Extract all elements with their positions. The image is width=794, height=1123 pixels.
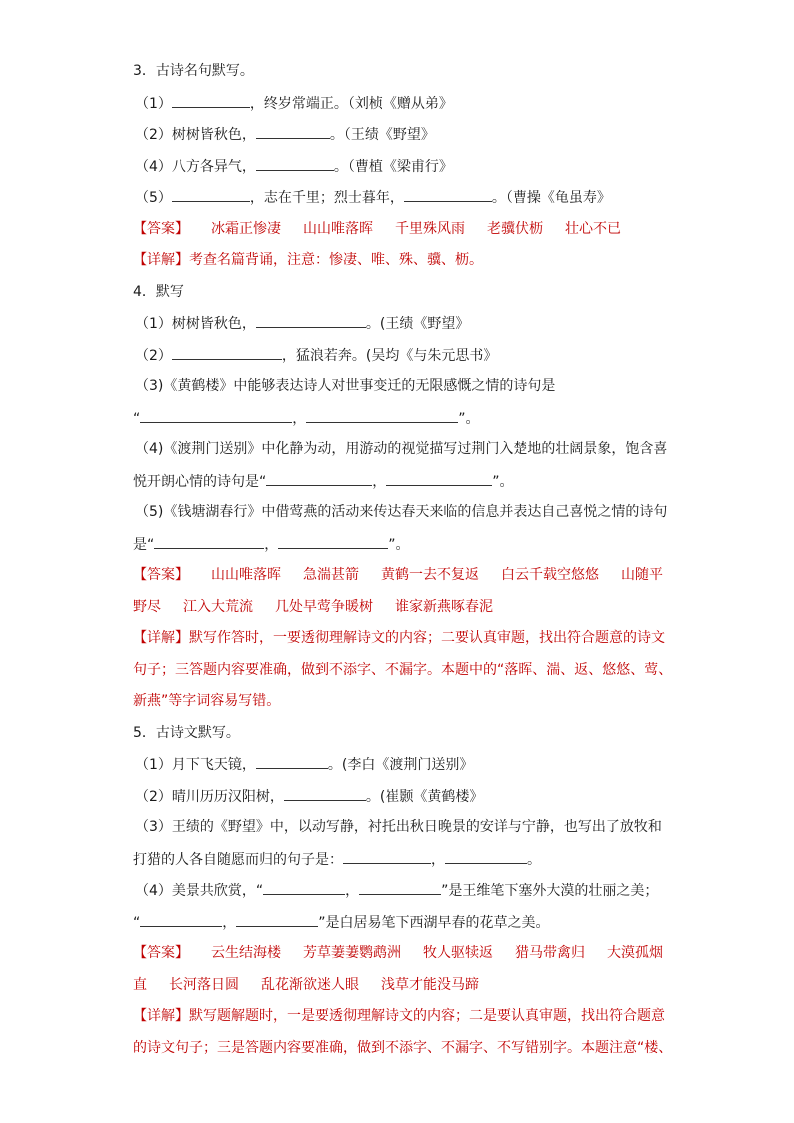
detail-tag: 【详解】 <box>133 1008 189 1024</box>
q4-detail-cont: 新燕”等字词容易写错。 <box>133 693 281 709</box>
q5-detail: 【详解】默写题解题时，一是要透彻理解诗文的内容；二是要认真审题，找出符合题意 <box>133 1008 665 1024</box>
answer-tag: 【答案】 <box>133 945 189 961</box>
q4-line-2: （2） ，猛浪若奔。(吴均《与朱元思书》 <box>133 345 673 377</box>
detail-tag: 【详解】 <box>133 630 189 646</box>
answer-blank <box>256 754 328 769</box>
answer-blank <box>140 912 222 927</box>
answer-blank <box>359 880 441 895</box>
q5-line-1: （1）月下飞天镜， 。(李白《渡荆门送别》 <box>133 754 673 786</box>
answer-blank <box>263 880 345 895</box>
q5-line-4: （4）美景共欣赏，“ ， ”是王维笔下塞外大漠的壮丽之美； <box>133 880 673 912</box>
answer-blank <box>172 187 250 202</box>
answer-blank <box>445 849 527 864</box>
q4-answer-cont: 野尽 江入大荒流 几处早莺争暖树 谁家新燕啄春泥 <box>133 598 493 615</box>
q4-title: 4．默写 <box>133 283 184 300</box>
answer-blank <box>256 313 366 328</box>
answer-blank <box>154 534 264 549</box>
answer-blank <box>172 93 250 108</box>
answer-blank <box>236 912 318 927</box>
document-page <box>133 61 673 1069</box>
q4-line-3: （3)《黄鹤楼》中能够表达诗人对世事变迁的无限感慨之情的诗句是 <box>135 378 556 394</box>
q4-line-4: （4)《渡荆门送别》中化静为动，用游动的视觉描写过荆门入楚地的壮阔景象，饱含喜 <box>135 441 668 457</box>
answer-blank <box>266 471 372 486</box>
q3-line-1: （1） ，终岁常端正。（刘桢《赠从弟》 <box>133 93 673 125</box>
q5-line-3b: 打猎的人各自随愿而归的句子是： ， 。 <box>133 849 673 881</box>
q5-line-4b: “ ， ”是白居易笔下西湖早春的花草之美。 <box>133 912 673 944</box>
q3-detail: 【详解】考查名篇背诵，注意：惨凄、唯、殊、骥、枥。 <box>133 252 483 268</box>
q5-answer: 【答案】 云生结海楼 芳草萋萋鹦鹉洲 牧人驱犊返 猎马带禽归 大漠孤烟 <box>133 945 663 961</box>
answer-blank <box>306 408 458 423</box>
q5-title: 5．古诗文默写。 <box>133 724 240 741</box>
q4-detail: 【详解】默写作答时，一要透彻理解诗文的内容；二要认真审题，找出符合题意的诗文 <box>133 630 665 646</box>
answer-blank <box>284 786 366 801</box>
answer-tag: 【答案】 <box>133 220 189 237</box>
q4-line-5: （5)《钱塘湖春行》中借莺燕的活动来传达春天来临的信息并表达自己喜悦之情的诗句 <box>135 504 668 520</box>
q4-line-1: （1）树树皆秋色， 。(王绩《野望》 <box>133 313 673 345</box>
answer-blank <box>278 534 388 549</box>
q3-line-3: （4）八方各异气， 。（曹植《梁甫行》 <box>133 156 673 188</box>
answer-blank <box>343 849 431 864</box>
q3-line-2: （2）树树皆秋色， 。（王绩《野望》 <box>133 124 673 156</box>
answer-blank <box>256 156 334 171</box>
q4-line-4b: 悦开朗心情的诗句是“ ， ”。 <box>133 471 673 503</box>
answer-blank <box>140 408 292 423</box>
q3-title: 3．古诗名句默写。 <box>133 63 254 79</box>
answer-blank <box>172 345 282 360</box>
q5-answer-cont: 直 长河落日圆 乱花渐欲迷人眼 浅草才能没马蹄 <box>133 976 479 993</box>
q4-answer: 【答案】 山山唯落晖 急湍甚箭 黄鹤一去不复返 白云千载空悠悠 山随平 <box>133 567 663 583</box>
q5-line-3: （3）王绩的《野望》中，以动写静，衬托出秋日晚景的安详与宁静，也写出了放牧和 <box>135 819 662 835</box>
answer-tag: 【答案】 <box>133 567 189 583</box>
q5-detail-cont: 的诗文句子；三是答题内容要准确，做到不添字、不漏字、不写错别字。本题注意“楼、 <box>133 1039 673 1056</box>
answer-blank <box>386 471 492 486</box>
q5-line-2: （2）晴川历历汉阳树， 。(崔颢《黄鹤楼》 <box>133 786 673 818</box>
q4-line-5b: 是“ ， ”。 <box>133 534 673 566</box>
answer-blank <box>404 187 492 202</box>
q4-line-3b: “ ， ”。 <box>133 408 673 440</box>
answer-blank <box>256 124 330 139</box>
q3-line-4: （5） ，志在千里；烈士暮年， 。（曹操《龟虽寿》 <box>133 187 673 219</box>
q3-answer: 【答案】 冰霜正惨凄 山山唯落晖 千里殊风雨 老骥伏枥 壮心不已 <box>133 220 621 237</box>
detail-tag: 【详解】 <box>133 252 189 268</box>
q4-detail-cont: 句子；三答题内容要准确，做到不添字、不漏字。本题中的“落晖、湍、返、悠悠、莺、 <box>133 661 673 678</box>
